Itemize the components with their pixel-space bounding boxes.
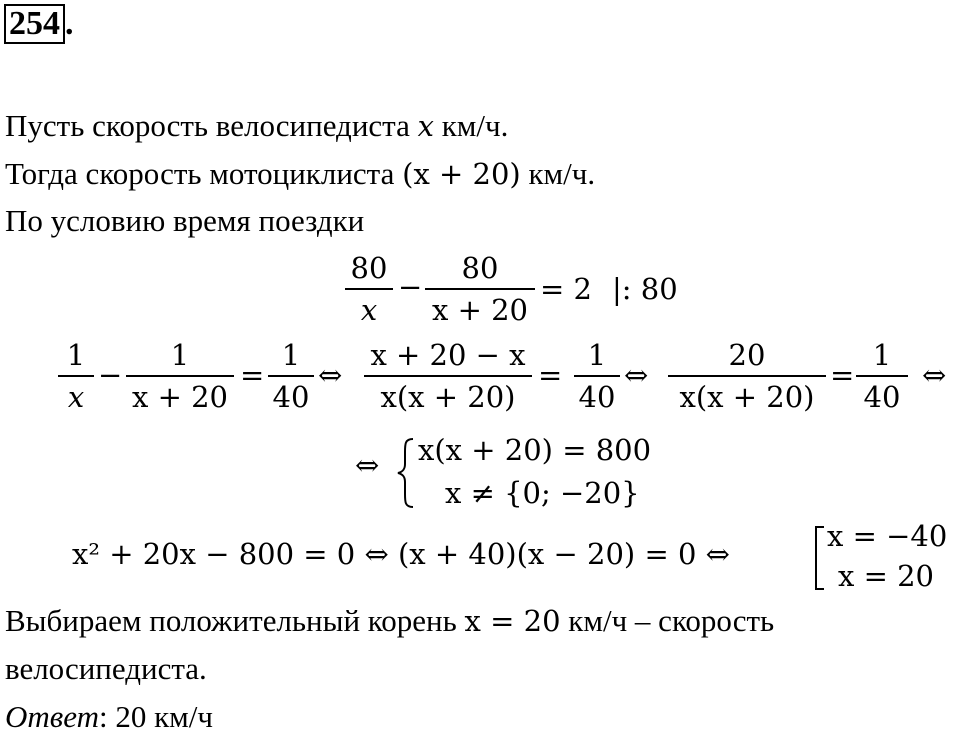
intro-line-3: По условию время поездки <box>5 203 365 238</box>
intro-line-1: Пусть скорость велосипедиста x км/ч. <box>5 108 509 143</box>
answer-label: Ответ <box>5 699 99 734</box>
curly-brace-icon <box>395 436 417 510</box>
fraction-80-over-x: 80 x <box>345 250 393 328</box>
fraction-1-over-40: 1 40 <box>856 337 908 415</box>
fraction-combined: x + 20 − x x(x + 20) <box>364 337 532 415</box>
root-1: x = −40 <box>827 519 948 553</box>
equals-sign: = <box>240 358 265 392</box>
equals-two: = 2 <box>540 272 592 306</box>
minus-sign: − <box>398 270 423 304</box>
equivalence-arrow: ⇔ <box>318 358 343 392</box>
equivalence-arrow: ⇔ <box>624 358 649 392</box>
conclusion-line-1: Выбираем положительный корень x = 20 км/ч – скорость <box>5 603 775 638</box>
minus-sign: − <box>98 358 123 392</box>
equivalence-arrow: ⇔ <box>922 358 947 392</box>
equivalence-arrow: ⇔ <box>355 448 380 482</box>
fraction-80-over-x-plus-20: 80 x + 20 <box>425 250 535 328</box>
system-line-2: x ≠ {0; −20} <box>445 476 640 510</box>
equals-sign: = <box>538 358 563 392</box>
fraction-1-over-x-plus-20: 1 x + 20 <box>126 337 234 415</box>
system-line-1: x(x + 20) = 800 <box>418 433 652 467</box>
fraction-20-over-product: 20 x(x + 20) <box>668 337 826 415</box>
root-2: x = 20 <box>838 559 934 593</box>
fraction-1-over-x: 1 x <box>58 337 94 415</box>
answer <box>5 699 213 735</box>
answer-value: : 20 км/ч <box>98 699 213 734</box>
quadratic-expression: x² + 20x − 800 = 0 ⇔ (x + 40)(x − 20) = 0 ⇔ <box>72 537 730 571</box>
problem-number: 254 . <box>4 4 74 44</box>
square-bracket-icon <box>812 524 828 592</box>
intro-line-2: Тогда скорость мотоциклиста (x + 20) км/ч. <box>5 156 596 191</box>
fraction-1-over-40: 1 40 <box>574 337 620 415</box>
divide-by-80: |: 80 <box>612 272 678 306</box>
fraction-1-over-40: 1 40 <box>268 337 314 415</box>
equals-sign: = <box>830 358 855 392</box>
conclusion-line-2: велосипедиста. <box>5 651 207 686</box>
